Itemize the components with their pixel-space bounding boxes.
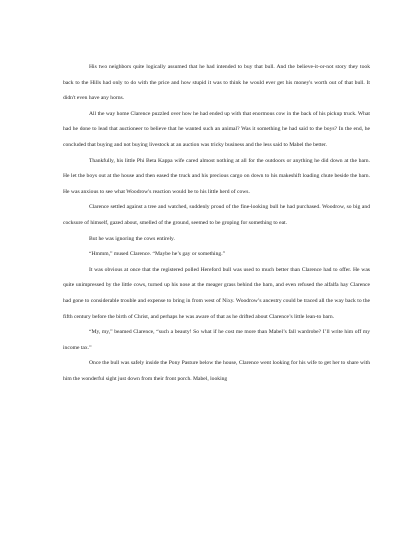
paragraph: It was obvious at once that the registered polled Hereford bull was used to much better than Clarence had to offer. He was quite unimpressed by the little cows, turned up his nose at the meager grass behind the barn, and even refused the alfalfa hay Clarence had gone to considerable trouble and expense to bring in from west of Nixy. Woodrow’s ancestry could be traced all the way back to the fifth century before the birth of Christ, and perhaps he was aware of that as he drifted about Clarence’s little lean-to barn. bbox=[63, 266, 370, 320]
paragraph: Once the bull was safely inside the Pony Pasture below the house, Clarence went looking for his wife to get her to share with him the wonderful sight just down from their front porch. Mabel, looking bbox=[63, 360, 370, 382]
manuscript-body bbox=[63, 60, 370, 387]
paragraph: “My, my,” beamed Clarence, “such a beauty! So what if he cost me more than Mabel’s fall wardrobe? I’ll write him off my income tax.” bbox=[63, 329, 370, 351]
paragraph: “Hmmm,” mused Clarence. “Maybe he’s gay or something.” bbox=[89, 251, 226, 258]
paragraph: All the way home Clarence puzzled over how he had ended up with that enormous cow in the back of his pickup truck. What had he done to lead that auctioneer to believe that he wanted such an animal? Was it something he had said to the boys? In the end, he concluded that buying and not buying livestock at an auction was tricky business and the less said to Mabel the better. bbox=[63, 110, 370, 148]
paragraph: His two neighbors quite logically assumed that he had intended to buy that bull. And the believe-it-or-not story they took back to the Hills had only to do with the price and how stupid it was to think he would ever get his money's worth out of that bull. It didn't even have any horns. bbox=[63, 64, 370, 102]
paragraph: Thankfully, his little Phi Beta Kappa wife cared almost nothing at all for the outdoors or anything he did down at the barn. He let the boys out at the house and then eased the truck and his precious cargo on down to his makeshift loading chute beside the barn. He was anxious to see what Woodrow's reaction would be to his little herd of cows. bbox=[63, 157, 370, 195]
paragraph: Clarence settled against a tree and watched, suddenly proud of the fine-looking bull he had purchased. Woodrow, so big and cocksure of himself, gazed about, smelled of the ground, seemed to be groping for something to eat. bbox=[63, 204, 370, 226]
paragraph: But he was ignoring the cows entirely. bbox=[89, 235, 175, 242]
